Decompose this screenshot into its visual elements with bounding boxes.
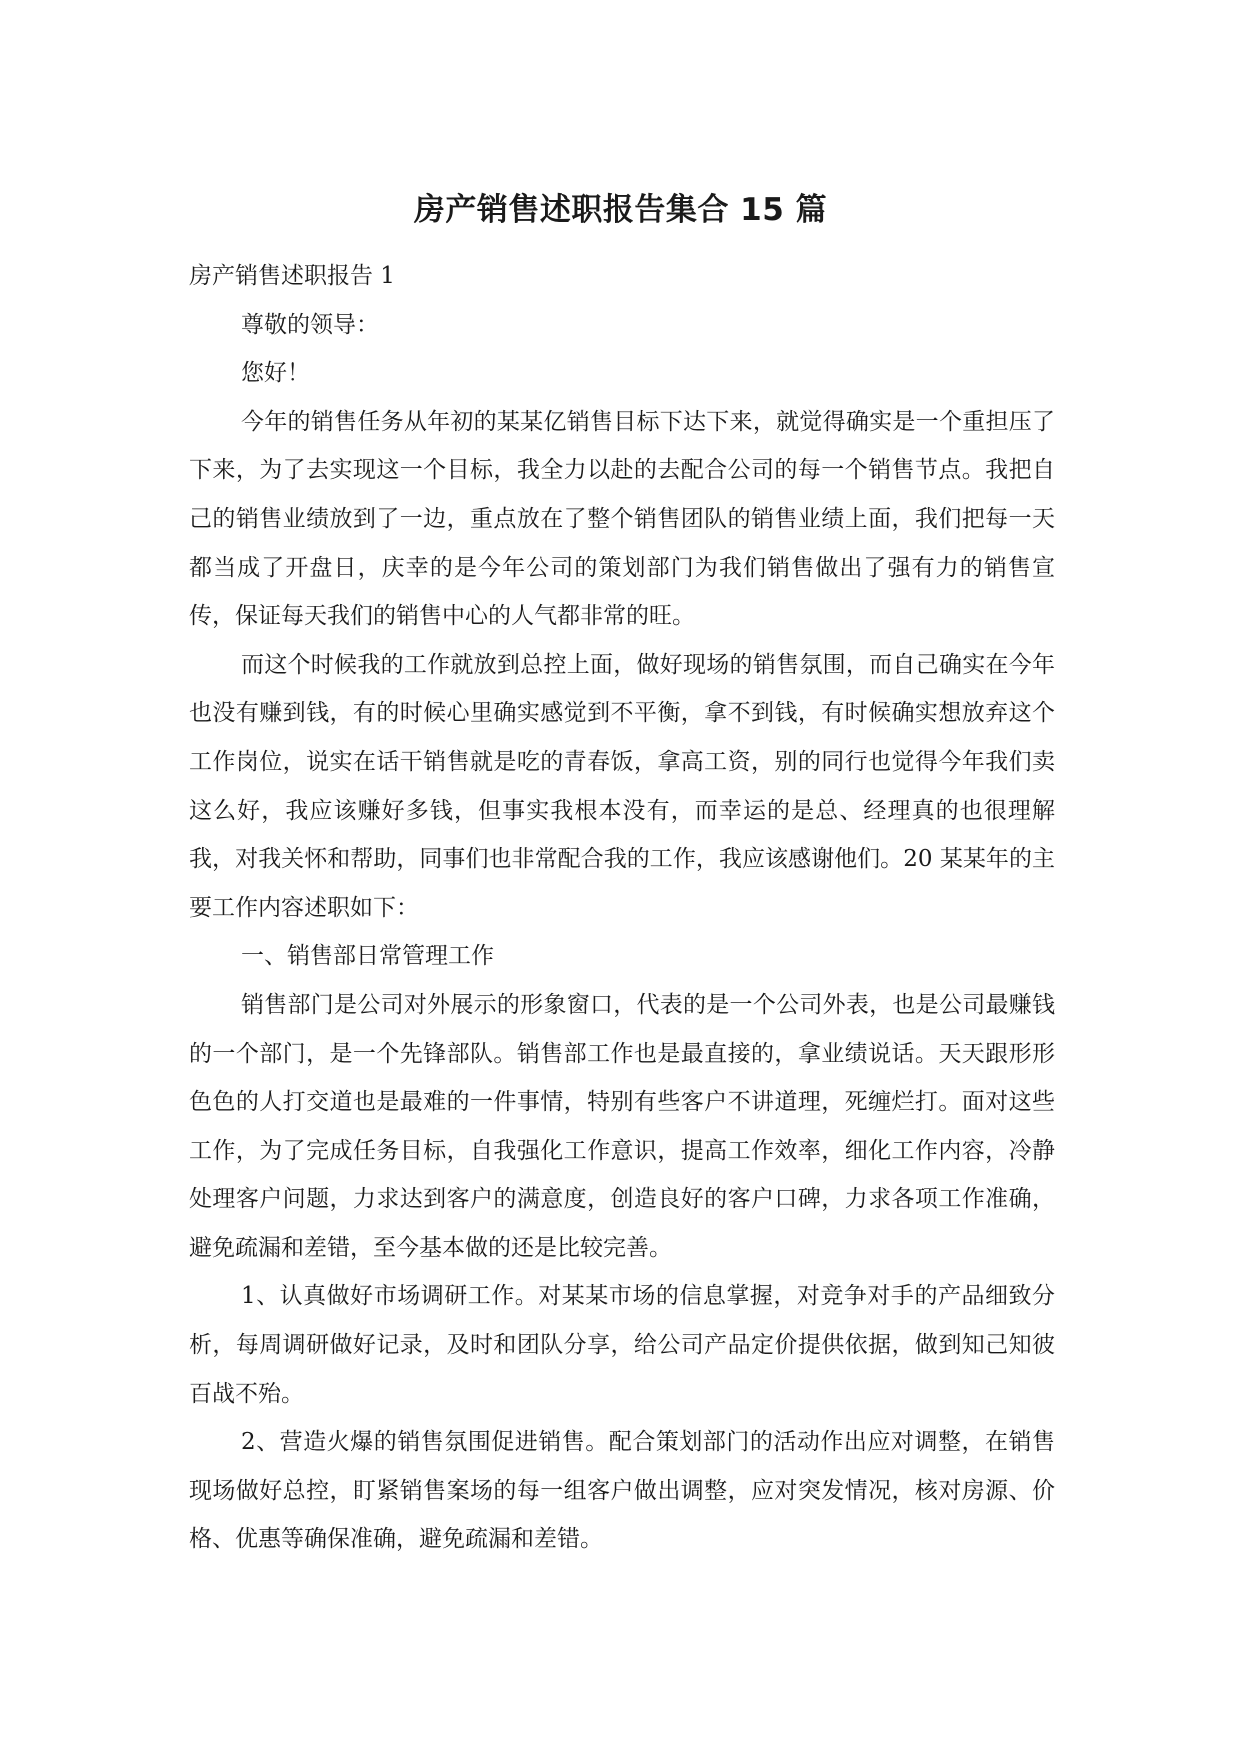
paragraph-general-control: 而这个时候我的工作就放到总控上面，做好现场的销售氛围，而自己确实在今年也没有赚到钱，有的时候心里确实感觉到不平衡，拿不到钱，有时候确实想放弃这个工作岗位，说实在话干销售就是吃的青春饭，拿高工资，别的同行也觉得今年我们卖这么好，我应该赚好多钱，但事实我根本没有，而幸运的是总、经理真的也很理解我，对我关怀和帮助，同事们也非常配合我的工作，我应该感谢他们。20 某某年的主要工作内容述职如下： <box>189 651 1055 921</box>
document-title: 房产销售述职报告集合 15 篇 <box>413 192 828 228</box>
document-body <box>189 252 1055 1564</box>
paragraph-market-research: 1、认真做好市场调研工作。对某某市场的信息掌握，对竞争对手的产品细致分析，每周调研做好记录，及时和团队分享，给公司产品定价提供依据，做到知己知彼百战不殆。 <box>189 1283 1055 1407</box>
paragraph-sales-atmosphere: 2、营造火爆的销售氛围促进销售。配合策划部门的活动作出应对调整，在销售现场做好总控，盯紧销售案场的每一组客户做出调整，应对突发情况，核对房源、价格、优惠等确保准确，避免疏漏和差错。 <box>189 1429 1055 1553</box>
section-heading-daily-management: 一、销售部日常管理工作 <box>241 943 494 970</box>
paragraph-sales-target: 今年的销售任务从年初的某某亿销售目标下达下来，就觉得确实是一个重担压了下来，为了去实现这一个目标，我全力以赴的去配合公司的每一个销售节点。我把自己的销售业绩放到了一边，重点放在了整个销售团队的销售业绩上面，我们把每一天都当成了开盘日，庆幸的是今年公司的策划部门为我们销售做出了强有力的销售宣传，保证每天我们的销售中心的人气都非常的旺。 <box>189 408 1055 630</box>
salutation: 尊敬的领导： <box>241 311 379 338</box>
report-subtitle: 房产销售述职报告 1 <box>189 263 395 289</box>
paragraph-sales-department: 销售部门是公司对外展示的形象窗口，代表的是一个公司外表，也是公司最赚钱的一个部门，是一个先锋部队。销售部工作也是最直接的，拿业绩说话。天天跟形形色色的人打交道也是最难的一件事情，特别有些客户不讲道理，死缠烂打。面对这些工作，为了完成任务目标，自我强化工作意识，提高工作效率，细化工作内容，冷静处理客户问题，力求达到客户的满意度，创造良好的客户口碑，力求各项工作准确，避免疏漏和差错，至今基本做的还是比较完善。 <box>189 991 1055 1261</box>
greeting: 您好！ <box>241 360 310 387</box>
